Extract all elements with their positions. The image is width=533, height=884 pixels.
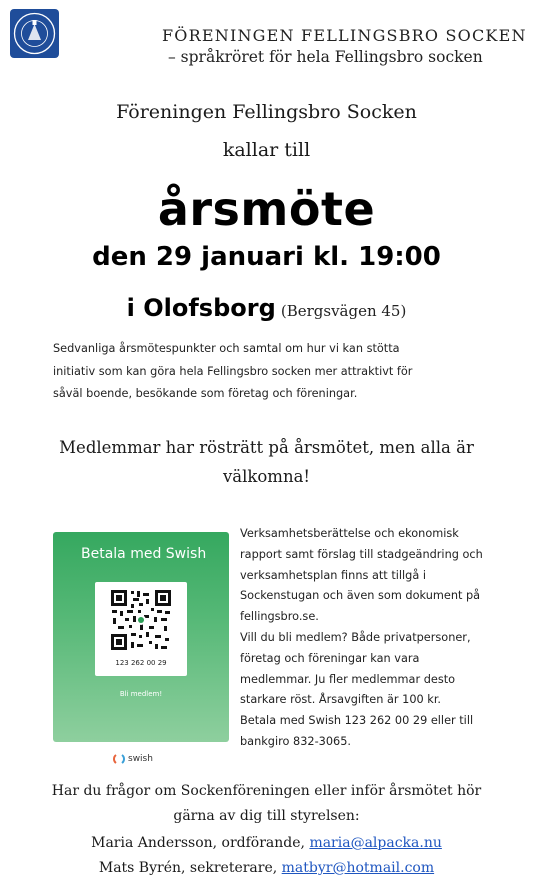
contact-intro-continued: gärna av dig till styrelsen: — [173, 808, 360, 824]
contact-secretary — [0, 860, 533, 876]
organization-tagline: – språkröret för hela Fellingsbro socken — [168, 48, 483, 66]
invitation-organizer: Föreningen Fellingsbro Socken — [116, 101, 417, 123]
info-line: medlemmar. Ju fler medlemmar desto — [240, 672, 456, 686]
info-line: Sockenstugan och även som dokument på — [240, 589, 481, 603]
agenda-paragraph — [53, 338, 483, 406]
secretary-name: Mats Byrén, sekreterare, — [98, 860, 282, 876]
chairperson-email-link[interactable]: maria@alpacka.nu — [309, 835, 442, 851]
info-line: Vill du bli medlem? Både privatpersoner, — [240, 630, 471, 644]
event-location — [0, 294, 533, 322]
swish-icon — [113, 753, 125, 765]
swish-logo-text: swish — [128, 754, 153, 764]
secretary-email-link[interactable]: matbyr@hotmail.com — [281, 860, 435, 876]
info-line: verksamhetsplan finns att tillgå i — [240, 568, 426, 582]
info-line: Betala med Swish 123 262 00 29 eller till — [240, 714, 474, 728]
agenda-line: initiativ som kan göra hela Fellingsbro socken mer attraktivt för — [53, 364, 413, 378]
qr-code-icon[interactable] — [109, 588, 173, 652]
event-venue: i Olofsborg — [126, 294, 276, 322]
info-line: rapport samt förslag till stadgeändring och — [240, 547, 483, 561]
become-member-label: Bli medlem! — [119, 690, 163, 698]
info-line: Verksamhetsberättelse och ekonomisk — [240, 527, 459, 540]
swish-logo — [113, 753, 153, 765]
invitation-calls-to: kallar till — [222, 139, 311, 161]
contact-chairperson — [0, 835, 533, 851]
info-line: fellingsbro.se. — [240, 610, 319, 624]
swish-number-label: 123 262 00 29 — [115, 659, 167, 667]
chairperson-name: Maria Andersson, ordförande, — [91, 835, 310, 851]
swish-heading: Betala med Swish — [81, 546, 207, 562]
info-line: bankgiro 832-3065. — [240, 734, 351, 748]
agenda-line: Sedvanliga årsmötespunkter och samtal om hur vi kan stötta — [53, 342, 400, 355]
swish-payment-card — [53, 532, 229, 742]
organization-name: FÖRENINGEN FELLINGSBRO SOCKEN — [162, 26, 527, 45]
members-welcome-text: välkomna! — [222, 467, 311, 486]
event-date: den 29 januari kl. 19:00 — [92, 242, 441, 272]
membership-info-paragraph — [240, 524, 500, 753]
swish-qr-frame — [95, 582, 187, 676]
members-voting-text: Medlemmar har rösträtt på årsmötet, men alla är — [59, 438, 474, 457]
event-address: (Bergsvägen 45) — [280, 302, 407, 320]
info-line: företag och föreningar kan vara — [240, 651, 420, 665]
agenda-line: såväl boende, besökande som företag och föreningar. — [53, 387, 358, 400]
event-title: årsmöte — [157, 182, 376, 236]
contact-intro: Har du frågor om Sockenföreningen eller inför årsmötet hör — [51, 783, 482, 799]
info-line: starkare röst. Årsavgiften är 100 kr. — [240, 693, 442, 707]
society-seal-icon — [10, 9, 59, 58]
